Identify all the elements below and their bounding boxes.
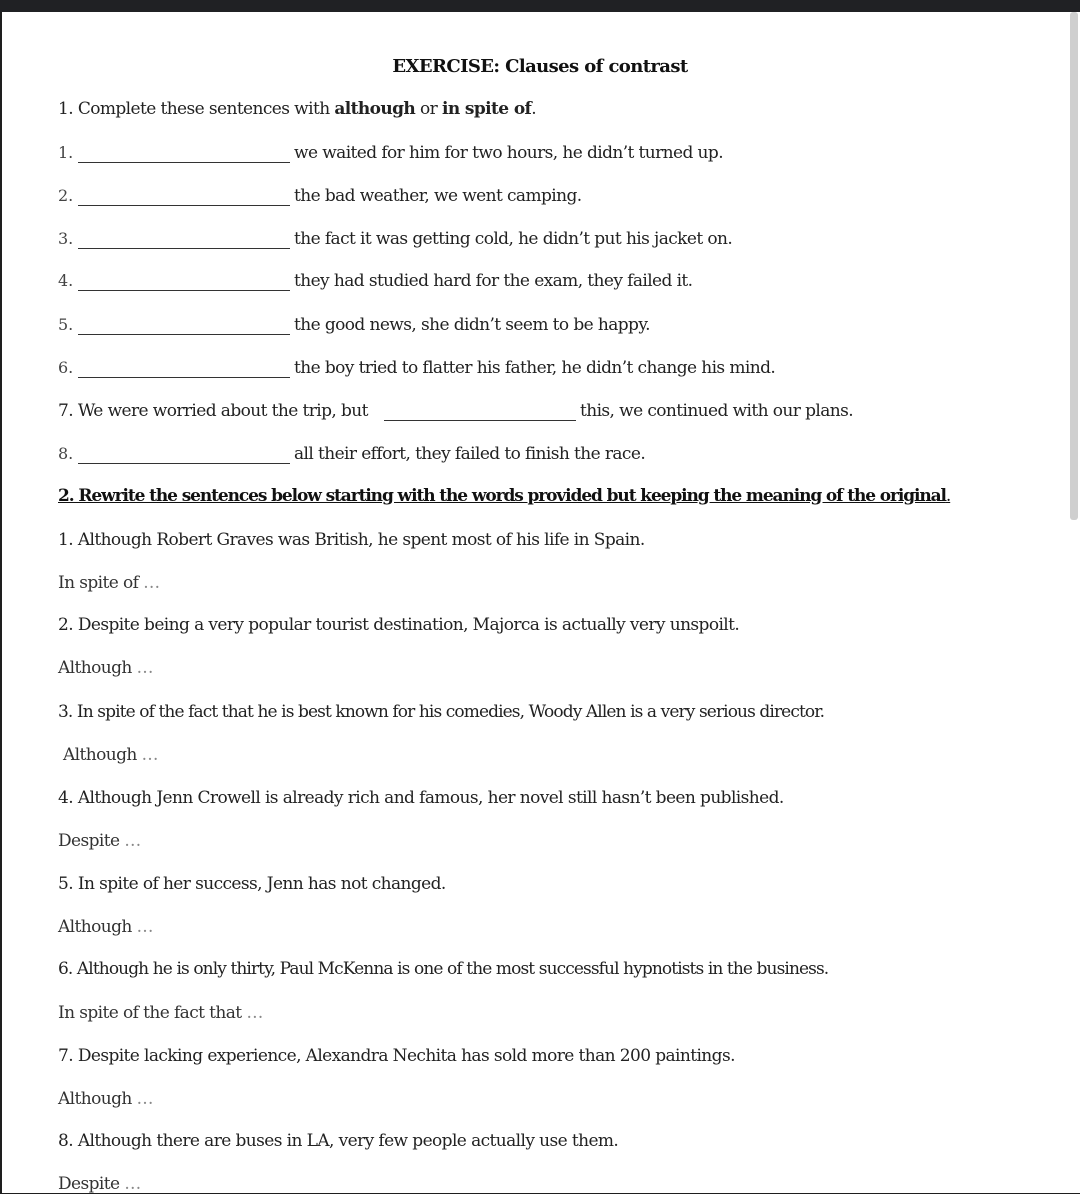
rewrite-prompt (58, 1003, 263, 1023)
rewrite-prompt (63, 745, 158, 765)
instruction-text: or (415, 99, 442, 119)
rewrite-prompt (58, 1174, 141, 1194)
item-7-after: this, we continued with our plans. (580, 401, 853, 421)
prompt-ellipsis: … (136, 745, 158, 765)
rewrite-sentence: 6. Although he is only thirty, Paul McKenna is one of the most successful hypnotists in the business. (58, 959, 829, 979)
answer-blank (384, 420, 576, 421)
rewrite-prompt (58, 658, 153, 678)
prompt-ellipsis: … (241, 1003, 263, 1023)
prompt-words: Although (63, 745, 137, 765)
prompt-words: In spite of the fact that (58, 1003, 242, 1023)
prompt-words: Despite (58, 1174, 120, 1194)
item-sentence: the bad weather, we went camping. (294, 186, 582, 206)
prompt-ellipsis: … (131, 658, 153, 678)
prompt-ellipsis: … (119, 831, 141, 851)
item-number: 8. (58, 444, 74, 463)
answer-blank (78, 377, 290, 378)
item-number: 6. (58, 358, 74, 377)
prompt-words: In spite of (58, 573, 139, 593)
part1-instruction (58, 99, 536, 119)
prompt-words: Despite (58, 831, 120, 851)
item-number: 1. (58, 143, 74, 162)
answer-blank (78, 334, 290, 335)
item-sentence: all their effort, they failed to finish the race. (294, 444, 646, 464)
prompt-ellipsis: … (131, 1089, 153, 1109)
rewrite-sentence: 8. Although there are buses in LA, very few people actually use them. (58, 1131, 619, 1151)
heading-text: 2. Rewrite the sentences below starting with the words provided but keeping the meaning of the original (58, 486, 946, 506)
item-number: 4. (58, 271, 74, 290)
answer-blank (78, 205, 290, 206)
rewrite-sentence: 5. In spite of her success, Jenn has not changed. (58, 874, 446, 894)
rewrite-prompt (58, 573, 160, 593)
part2-heading (58, 486, 950, 506)
prompt-ellipsis: … (138, 573, 160, 593)
keyword-although: although (334, 99, 416, 119)
item-sentence: the good news, she didn’t seem to be happy. (294, 315, 650, 335)
keyword-in-spite-of: in spite of (441, 99, 532, 119)
prompt-words: Although (58, 658, 132, 678)
prompt-ellipsis: … (119, 1174, 141, 1194)
rewrite-sentence: 1. Although Robert Graves was British, he spent most of his life in Spain. (58, 530, 645, 550)
instruction-text: . (531, 99, 537, 119)
item-number: 5. (58, 315, 74, 334)
prompt-words: Although (58, 1089, 132, 1109)
answer-blank (78, 162, 290, 163)
viewer-top-bar (0, 0, 1080, 12)
item-sentence: the fact it was getting cold, he didn’t put his jacket on. (294, 229, 733, 249)
instruction-text: 1. Complete these sentences with (58, 99, 335, 119)
answer-blank (78, 248, 290, 249)
item-7-before: 7. We were worried about the trip, but (58, 401, 368, 421)
rewrite-sentence: 3. In spite of the fact that he is best known for his comedies, Woody Allen is a very serious director. (58, 702, 825, 722)
document-title: EXERCISE: Clauses of contrast (392, 56, 688, 77)
rewrite-prompt (58, 1089, 153, 1109)
rewrite-prompt (58, 831, 141, 851)
rewrite-sentence: 2. Despite being a very popular tourist destination, Majorca is actually very unspoilt. (58, 615, 740, 635)
prompt-words: Although (58, 917, 132, 937)
item-number: 2. (58, 186, 74, 205)
prompt-ellipsis: … (131, 917, 153, 937)
item-sentence: we waited for him for two hours, he didn’t turned up. (294, 143, 723, 163)
item-number: 3. (58, 229, 74, 248)
rewrite-sentence: 7. Despite lacking experience, Alexandra Nechita has sold more than 200 paintings. (58, 1046, 735, 1066)
rewrite-prompt (58, 917, 153, 937)
answer-blank (78, 463, 290, 464)
item-sentence: the boy tried to flatter his father, he didn’t change his mind. (294, 358, 776, 378)
answer-blank (78, 290, 290, 291)
scrollbar-thumb[interactable] (1070, 12, 1078, 520)
heading-period: . (945, 486, 951, 506)
rewrite-sentence: 4. Although Jenn Crowell is already rich and famous, her novel still hasn’t been published. (58, 788, 784, 808)
item-sentence: they had studied hard for the exam, they failed it. (294, 271, 693, 291)
